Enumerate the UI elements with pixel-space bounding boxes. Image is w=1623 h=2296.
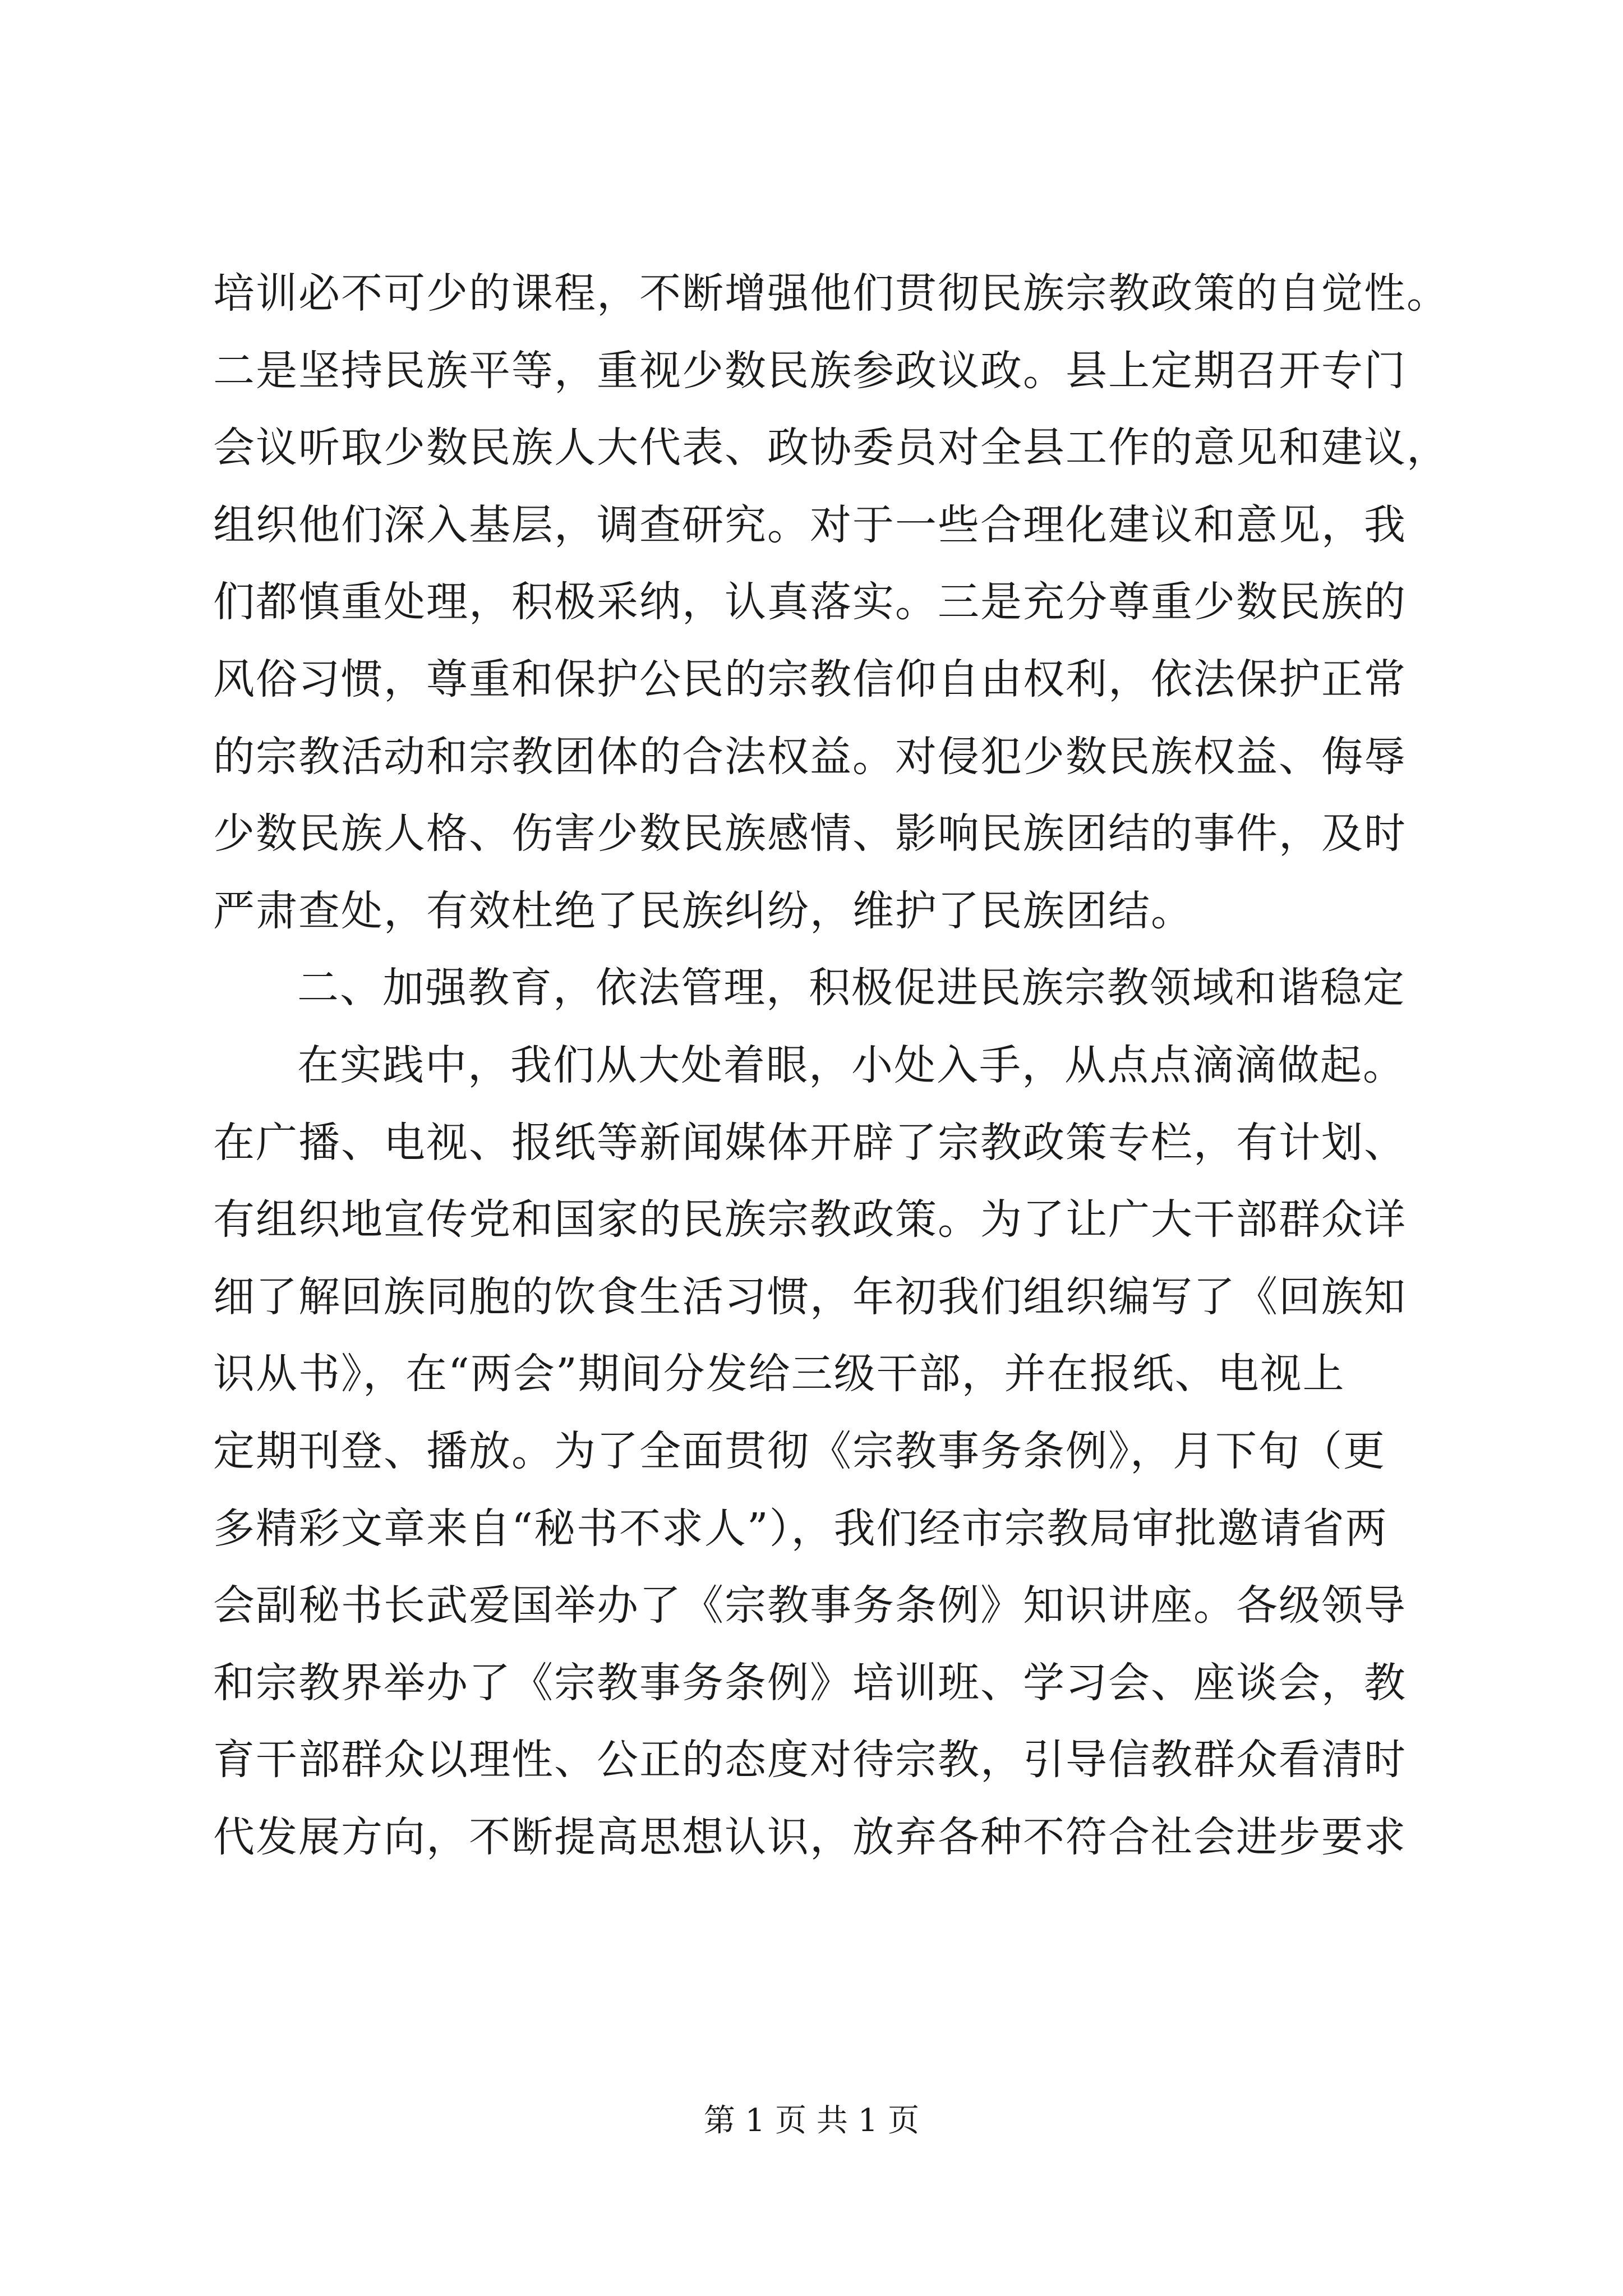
text-line: 二是坚持民族平等，重视少数民族参政议政。县上定期召开专门 (213, 346, 1407, 395)
text-line: 有组织地宣传党和国家的民族宗教政策。为了让广大干部群众详 (213, 1195, 1407, 1244)
text-line: 育干部群众以理性、公正的态度对待宗教，引导信教群众看清时 (213, 1736, 1407, 1784)
text-line: 少数民族人格、伤害少数民族感情、影响民族团结的事件，及时 (213, 809, 1407, 858)
text-line: 风俗习惯，尊重和保护公民的宗教信仰自由权利，依法保护正常 (213, 655, 1407, 703)
text-line: 的宗教活动和宗教团体的合法权益。对侵犯少数民族权益、侮辱 (213, 732, 1407, 781)
text-line: 在广播、电视、报纸等新闻媒体开辟了宗教政策专栏，有计划、 (213, 1118, 1407, 1167)
text-line: 在实践中，我们从大处着眼，小处入手，从点点滴滴做起。 (297, 1041, 1405, 1089)
section-heading: 二、加强教育，依法管理，积极促进民族宗教领域和谐稳定 (297, 964, 1405, 1013)
text-line: 们都慎重处理，积极采纳，认真落实。三是充分尊重少数民族的 (213, 578, 1407, 627)
text-line: 识从书》，在“两会”期间分发给三级干部，并在报纸、电视上 (213, 1350, 1345, 1398)
text-line: 细了解回族同胞的饮食生活习惯，年初我们组织编写了《回族知 (213, 1272, 1407, 1321)
text-line: 多精彩文章来自“秘书不求人”），我们经市宗教局审批邀请省两 (213, 1504, 1388, 1553)
text-line: 培训必不可少的课程，不断增强他们贯彻民族宗教政策的自觉性。 (213, 269, 1449, 318)
document-body (213, 255, 1481, 1876)
page-number-footer: 第 1 页 共 1 页 (703, 2102, 920, 2139)
text-line: 和宗教界举办了《宗教事务条例》培训班、学习会、座谈会，教 (213, 1658, 1407, 1707)
text-line: 会副秘书长武爱国举办了《宗教事务条例》知识讲座。各级领导 (213, 1581, 1407, 1630)
text-line: 严肃查处，有效杜绝了民族纠纷，维护了民族团结。 (213, 886, 1193, 935)
text-line: 定期刊登、播放。为了全面贯彻《宗教事务条例》，月下旬（更 (213, 1427, 1386, 1475)
text-line: 会议听取少数民族人大代表、政协委员对全县工作的意见和建议， (213, 424, 1449, 472)
text-line: 组织他们深入基层，调查研究。对于一些合理化建议和意见，我 (213, 500, 1407, 549)
text-line: 代发展方向，不断提高思想认识，放弃各种不符合社会进步要求 (213, 1812, 1407, 1861)
